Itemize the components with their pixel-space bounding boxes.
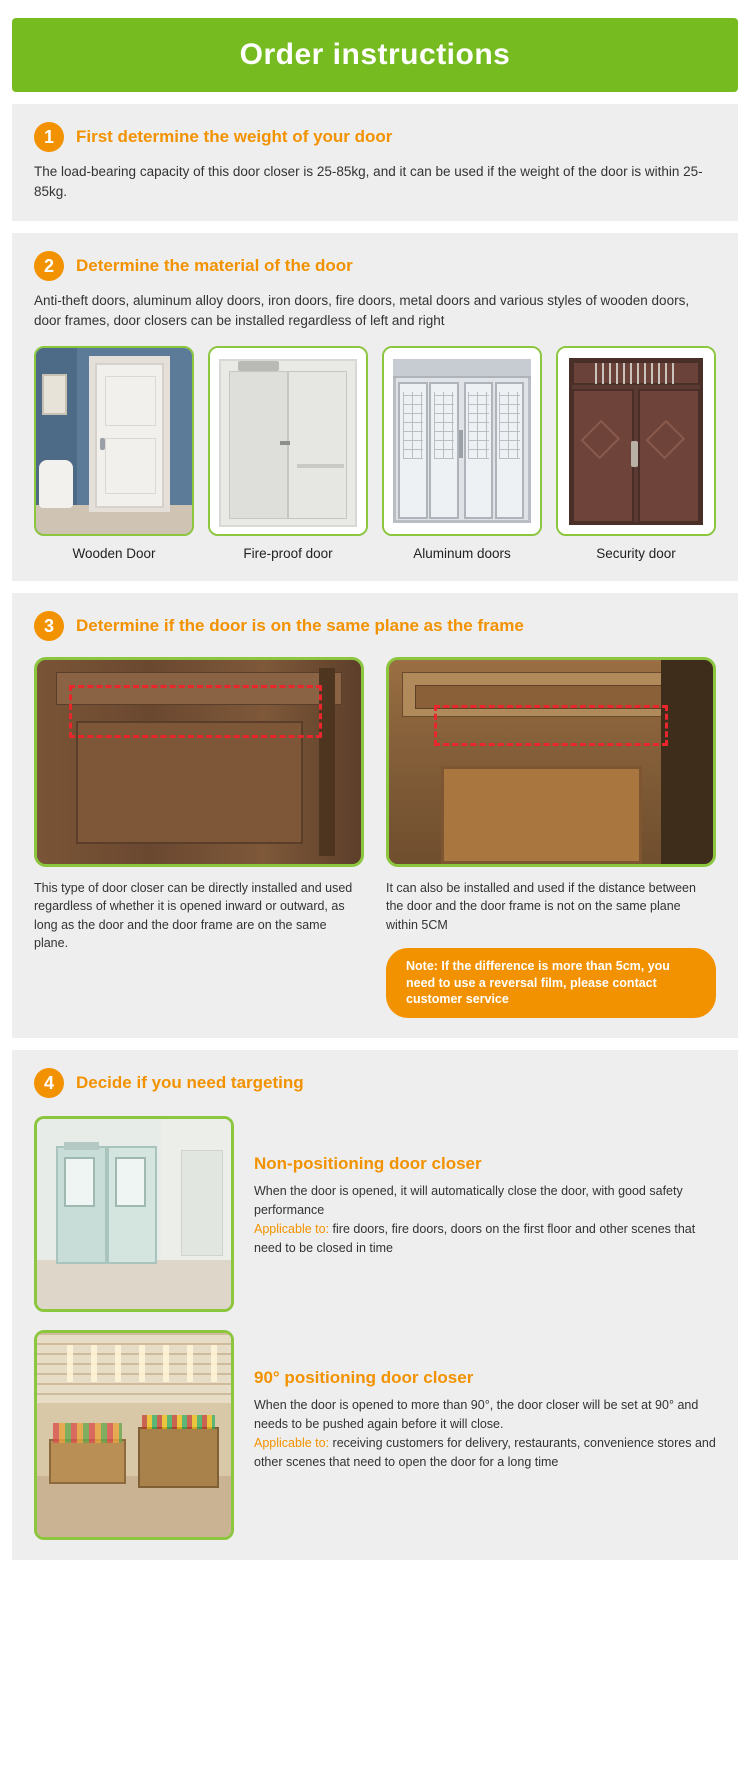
- aluminum-door-image: [382, 346, 542, 536]
- step-badge-2: 2: [34, 251, 64, 281]
- same-plane-door-image: [34, 657, 364, 867]
- door-type-caption: Wooden Door: [72, 546, 156, 562]
- section-targeting-header: [34, 1068, 716, 1098]
- feature-non-positioning: [34, 1116, 716, 1312]
- section-plane: [12, 593, 738, 1038]
- non-positioning-body: [254, 1182, 716, 1257]
- positioning-text: [254, 1330, 716, 1471]
- section-weight: [12, 104, 738, 221]
- section-material-header: [34, 251, 716, 281]
- section-weight-title: First determine the weight of your door: [76, 127, 393, 146]
- plane-caption-row: [34, 879, 716, 1018]
- non-positioning-door-image: [34, 1116, 234, 1312]
- door-type-caption: Fire-proof door: [243, 546, 333, 562]
- highlight-dashed-box: [434, 705, 667, 746]
- section-material: [12, 233, 738, 581]
- offset-plane-door-image: [386, 657, 716, 867]
- section-material-body: Anti-theft doors, aluminum alloy doors, iron doors, fire doors, metal doors and various styles of wooden doors, door frames, door closers can be installed regardless of left and right: [34, 293, 690, 328]
- door-type-card-security: [556, 346, 716, 561]
- non-positioning-description: When the door is opened, it will automatically close the door, with good safety performance: [254, 1184, 683, 1217]
- plane-caption-right: It can also be installed and used if the distance between the door and the door frame is not on the same plane within 5CM: [386, 881, 696, 932]
- step-badge-3: 3: [34, 611, 64, 641]
- door-type-caption: Aluminum doors: [413, 546, 511, 562]
- positioning-applicable-text: receiving customers for delivery, restaurants, convenience stores and other scenes that need to open the door for a long time: [254, 1435, 716, 1469]
- step-badge-4: 4: [34, 1068, 64, 1098]
- section-material-title: Determine the material of the door: [76, 256, 353, 276]
- page-header: [12, 18, 738, 92]
- non-positioning-title: Non-positioning door closer: [254, 1154, 482, 1174]
- section-targeting: [12, 1050, 738, 1560]
- section-targeting-title: Decide if you need targeting: [76, 1073, 304, 1093]
- security-door-image: [556, 346, 716, 536]
- plane-note-pill: Note: If the difference is more than 5cm, you need to use a reversal film, please contact customer service: [386, 948, 716, 1019]
- plane-caption-left: This type of door closer can be directly installed and used regardless of whether it is opened inward or outward, as long as the door and the door frame are on the same plane.: [34, 881, 353, 950]
- order-instructions-page: [0, 18, 750, 1778]
- door-type-card-wooden: [34, 346, 194, 561]
- plane-photo-row: [34, 657, 716, 867]
- positioning-description: When the door is opened to more than 90°, the door closer will be set at 90° and needs to be pushed again before it will close.: [254, 1398, 699, 1431]
- door-type-card-aluminum: [382, 346, 542, 561]
- non-positioning-applicable-text: fire doors, fire doors, doors on the first floor and other scenes that need to be closed in time: [254, 1221, 696, 1255]
- plane-photo-col-left: [34, 657, 364, 867]
- non-positioning-applicable-label: Applicable to:: [254, 1221, 330, 1236]
- fireproof-door-image: [208, 346, 368, 536]
- door-type-card-fireproof: [208, 346, 368, 561]
- section-plane-header: [34, 611, 716, 641]
- section-weight-body: The load-bearing capacity of this door closer is 25-85kg, and it can be used if the weight of the door is within 25-85kg.: [34, 164, 703, 199]
- plane-caption-right-wrap: [386, 879, 716, 1018]
- door-type-caption: Security door: [596, 546, 676, 562]
- non-positioning-text: [254, 1116, 716, 1257]
- section-plane-title: Determine if the door is on the same plane as the frame: [76, 616, 524, 636]
- page-title: Order instructions: [239, 38, 511, 71]
- positioning-applicable-label: Applicable to:: [254, 1435, 330, 1450]
- positioning-body: [254, 1396, 716, 1471]
- door-type-card-row: [34, 346, 716, 561]
- highlight-dashed-box: [69, 685, 322, 738]
- positioning-title: 90° positioning door closer: [254, 1368, 474, 1388]
- feature-90-positioning: [34, 1330, 716, 1540]
- positioning-door-image: [34, 1330, 234, 1540]
- plane-photo-col-right: [386, 657, 716, 867]
- step-badge-1: 1: [34, 122, 64, 152]
- section-weight-header: [34, 122, 716, 152]
- wooden-door-image: [34, 346, 194, 536]
